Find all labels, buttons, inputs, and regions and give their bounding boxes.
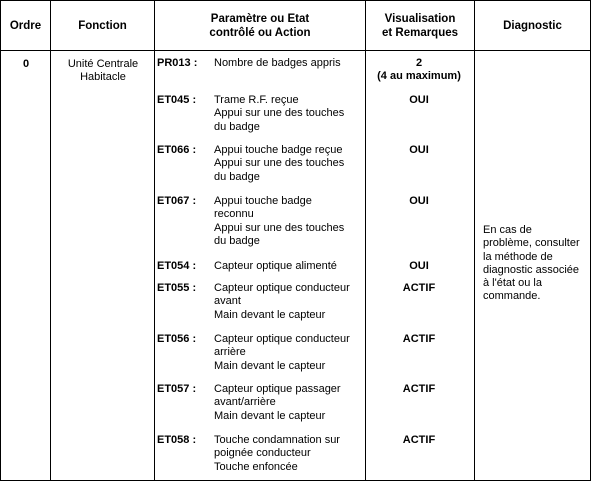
param-value-line: OUI: [409, 94, 429, 106]
param-value: [367, 333, 471, 346]
param-code: ET055 :: [157, 282, 197, 294]
param-value-line: (4 au maximum): [377, 70, 461, 82]
header-fonction-label: Fonction: [78, 20, 127, 32]
param-value-line: OUI: [409, 195, 429, 207]
row-fonction-line: Habitacle: [80, 71, 126, 83]
param-code: ET045 :: [157, 94, 197, 106]
param-value: [367, 260, 471, 273]
diagnostic-line: problème, consulter: [483, 237, 580, 250]
param-code: ET067 :: [157, 195, 197, 207]
row-ordre: 0: [22, 58, 30, 70]
row-fonction: [51, 58, 155, 84]
param-code: ET057 :: [157, 383, 197, 395]
param-value: [367, 57, 471, 83]
param-value: [367, 434, 471, 447]
header-diagnostic-label: Diagnostic: [503, 20, 562, 32]
param-description-line: Touche condamnation sur: [214, 434, 340, 446]
header-ordre: [1, 1, 50, 51]
param-code: PR013 :: [157, 57, 198, 69]
param-code: ET054 :: [157, 260, 197, 272]
param-description-line: du badge: [214, 120, 260, 133]
param-description: [214, 195, 364, 248]
param-value: [367, 144, 471, 157]
param-description-line: Touche enfoncée: [214, 460, 298, 473]
param-description: [214, 383, 364, 423]
param-code: ET066 :: [157, 144, 197, 156]
param-description-line: Appui sur une des touches: [214, 107, 345, 120]
header-ordre-label: Ordre: [9, 20, 42, 32]
param-value-line: OUI: [409, 144, 429, 156]
param-description-line: Capteur optique alimenté: [214, 260, 337, 272]
param-description-line: arrière: [214, 346, 246, 359]
param-value: [367, 282, 471, 295]
param-description-line: Nombre de badges appris: [214, 57, 341, 69]
diagnostic-line: commande.: [483, 290, 541, 303]
param-description: [214, 260, 364, 273]
header-diagnostic: [475, 1, 590, 51]
row-fonction-line: Unité Centrale: [67, 58, 139, 70]
param-description-line: avant: [214, 295, 241, 308]
param-description-line: Main devant le capteur: [214, 359, 326, 372]
header-fonction: [51, 1, 154, 51]
param-description: [214, 434, 364, 474]
diagnostic-line: En cas de: [483, 224, 532, 236]
param-value-line: ACTIF: [402, 282, 436, 294]
param-description-line: Appui sur une des touches: [214, 221, 345, 234]
diagnostic-note: [483, 224, 588, 304]
param-description-line: Main devant le capteur: [214, 409, 326, 422]
param-description-line: du badge: [214, 170, 260, 183]
param-value: [367, 94, 471, 107]
header-visualisation-line: et Remarques: [381, 27, 459, 39]
param-value-line: ACTIF: [402, 383, 436, 395]
param-description-line: Appui touche badge reçue: [214, 144, 343, 156]
param-value-line: 2: [415, 57, 423, 69]
diagnostic-line: à l'état ou la: [483, 277, 542, 290]
param-description-line: Capteur optique conducteur: [214, 333, 350, 345]
param-description: [214, 282, 364, 322]
header-parametre: [155, 1, 365, 51]
param-description: [214, 94, 364, 134]
param-description-line: reconnu: [214, 208, 254, 221]
header-parametre-line: Paramètre ou Etat: [210, 13, 310, 25]
param-value-line: OUI: [409, 260, 429, 272]
param-description: [214, 333, 364, 373]
param-description-line: avant/arrière: [214, 396, 276, 409]
param-description: [214, 144, 364, 184]
param-description-line: Appui touche badge: [214, 195, 312, 207]
param-description-line: Capteur optique conducteur: [214, 282, 350, 294]
param-description-line: Trame R.F. reçue: [214, 94, 299, 106]
param-value: [367, 195, 471, 208]
param-code: ET058 :: [157, 434, 197, 446]
param-code: ET056 :: [157, 333, 197, 345]
header-parametre-line: contrôlé ou Action: [209, 27, 311, 39]
param-description: [214, 57, 364, 70]
column-divider: [365, 1, 366, 480]
param-description-line: Main devant le capteur: [214, 308, 326, 321]
param-description-line: du badge: [214, 234, 260, 247]
param-description-line: poignée conducteur: [214, 447, 311, 460]
column-divider: [474, 1, 475, 480]
param-value-line: ACTIF: [402, 434, 436, 446]
diagnostic-line: diagnostic associée: [483, 263, 580, 276]
diagnostic-line: la méthode de: [483, 250, 553, 263]
param-value-line: ACTIF: [402, 333, 436, 345]
header-visualisation-line: Visualisation: [384, 13, 456, 25]
header-visualisation: [366, 1, 474, 51]
param-value: [367, 383, 471, 396]
param-description-line: Appui sur une des touches: [214, 157, 345, 170]
param-description-line: Capteur optique passager: [214, 383, 341, 395]
